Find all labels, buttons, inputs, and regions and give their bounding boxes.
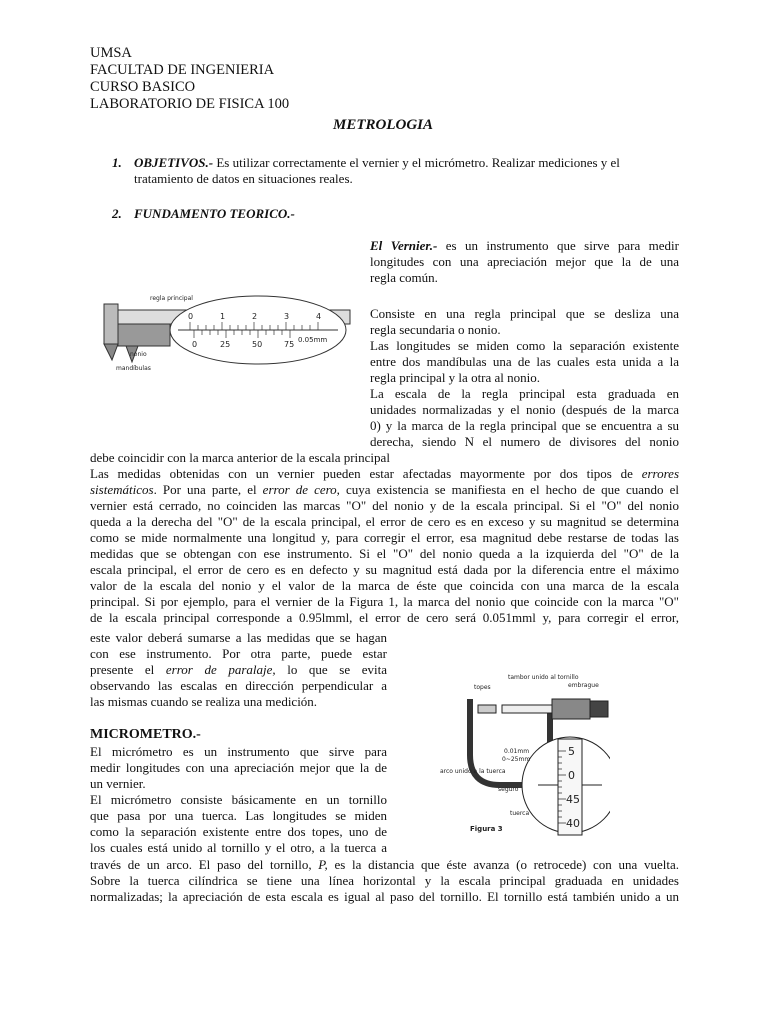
vernier-figure: [90, 290, 352, 374]
micrometro-heading: MICROMETRO.-: [90, 727, 201, 742]
paralaje-paragraph: este valor deberá sumarse a las medidas que se hagan con ese instrumento. Por otra parte, puede estar presente el error de paralaje, lo que se evita observando las escalas en dirección perpendicular a las mismas cuando se realiza una medición.: [90, 630, 387, 709]
label-regla-principal: regla principal: [150, 295, 193, 302]
main-scale-label-0: 0: [188, 312, 194, 321]
nonio-scale-label-25: 25: [220, 340, 231, 349]
drum-label-40: 40: [566, 817, 580, 830]
label-tuerca: tuerca: [510, 810, 530, 817]
header-university: UMSA: [90, 45, 132, 61]
section-objetivos: [112, 155, 682, 187]
section-label: FUNDAMENTO TEORICO.-: [134, 206, 295, 221]
header-faculty: FACULTAD DE INGENIERIA: [90, 62, 275, 78]
micrometer-ratchet: [590, 701, 608, 717]
micrometer-anvil: [478, 705, 496, 713]
micrometer-spindle: [502, 705, 552, 713]
label-nonio: nonio: [130, 351, 147, 358]
drum-label-45: 45: [566, 793, 580, 806]
label-topes: topes: [474, 684, 491, 691]
errors-paragraph: Las medidas obtenidas con un vernier pueden estar afectadas mayormente por dos tipos de errores sistemáticos. Por una parte, el error de cero, cuya existencia se manifiesta en el hecho de que cuando el vernier está cerrado, no coinciden las marcas "O" del nonio y de la escala principal. Si el "O" del nonio queda a la derecha del "O" de la escala principal, el error de cero es en exceso y su magnitud se determina como se mide normalmente una longitud y, para corregir el error, esa magnitud debe restarse de todas las medidas que se obtengan con ese instrumento. Si el "O" del nonio queda a la izquierda del "O" de la escala principal, el error de cero es en defecto y su magnitud está dada por la diferencia entre el máximo valor de la escala del nonio y el valor de la marca de éste que coincida con una marca de la escala principal. Si por ejemplo, para el vernier de la Figura 1, la marca del nonio que coincide con la marca "O" de la escala principal corresponde a 0.95lmml, el error de cero será 0.051mml y, para corregir el error,: [90, 466, 679, 625]
nonio-scale-label-75: 75: [284, 340, 295, 349]
vernier-label: El Vernier.-: [370, 238, 438, 253]
label-mandibulas: mandíbulas: [116, 365, 151, 372]
header-lab: LABORATORIO DE FISICA 100: [90, 96, 290, 112]
main-scale-label-3: 3: [284, 312, 290, 321]
label-arco: arco unido a la tuerca: [440, 768, 506, 775]
drum-label-5: 5: [568, 745, 575, 758]
nonio-scale-label-50: 50: [252, 340, 263, 349]
vernier-reading: 0.05mm: [298, 336, 328, 344]
caliper-slider: [118, 324, 170, 346]
section-label: OBJETIVOS.-: [134, 155, 214, 170]
objetivos-text: Es utilizar correctamente el vernier y el micrómetro. Realizar mediciones y el: [213, 155, 620, 170]
micrometro-paragraph-full: través de un arco. El paso del tornillo, P, es la distancia que éste avanza (o retrocede) con una vuelta. Sobre la tuerca cilíndrica se tiene una línea horizontal y la escala principal graduada en unidades normalizadas; la apreciación de esta escala es igual al paso del tornillo. El tornillo está también unido a un: [90, 857, 679, 904]
micrometer-reading-1: 0.01mm: [504, 748, 530, 755]
page-title: METROLOGIA: [332, 117, 433, 133]
section-fundamento: [112, 206, 295, 222]
section-number: 2.: [112, 206, 122, 221]
main-scale-label-2: 2: [252, 312, 258, 321]
vernier-desc-end: debe coincidir con la marca anterior de la escala principal: [90, 450, 390, 465]
main-scale-label-4: 4: [316, 312, 322, 321]
section-number: 1.: [112, 155, 122, 170]
micrometer-thimble: [552, 699, 590, 719]
micrometro-paragraph: El micrómetro es un instrumento que sirve para medir longitudes con una apreciación mejor que la de un vernier. El micrómetro consiste básicamente en un tornillo que pasa por una tuerca. Las longitudes se miden como la separación existente entre dos topes, uno de los cuales está unido al tornillo y el otro, a la tuerca a: [90, 744, 387, 855]
label-tambor: tambor unido al tornillo: [508, 674, 579, 681]
drum-label-0: 0: [568, 769, 575, 782]
label-embrague: embrague: [568, 682, 599, 689]
vernier-description: El Vernier.- es un instrumento que sirve para medir longitudes con una apreciación mejor que la de una regla común. Consiste en una regla principal que se desliza una regla secundaria o nonio. Las longitudes se miden como la separación existente entre dos mandíbulas una de las cuales esta unida a la regla principal y la otra al nonio. La escala de la regla principal esta graduada en unidades normalizadas y el nonio (después de la marca 0) y la marca de la regla principal que se encuentra a su derecha, siendo N el numero de divisores del nonio: [370, 238, 680, 449]
figure3-caption: Figura 3: [470, 825, 503, 833]
nonio-scale-label-0: 0: [192, 340, 198, 349]
caliper-jaw-fixed: [104, 304, 118, 344]
header-course: CURSO BASICO: [90, 79, 196, 95]
main-scale-label-1: 1: [220, 312, 226, 321]
document-header: [90, 45, 289, 113]
caliper-jaw-lower: [104, 344, 118, 360]
objetivos-text-cont: tratamiento de datos en situaciones reales.: [134, 171, 353, 186]
label-seguro: seguro: [498, 786, 519, 793]
micrometer-reading-2: 0~25mm: [502, 756, 531, 763]
micrometer-figure: [440, 665, 610, 837]
